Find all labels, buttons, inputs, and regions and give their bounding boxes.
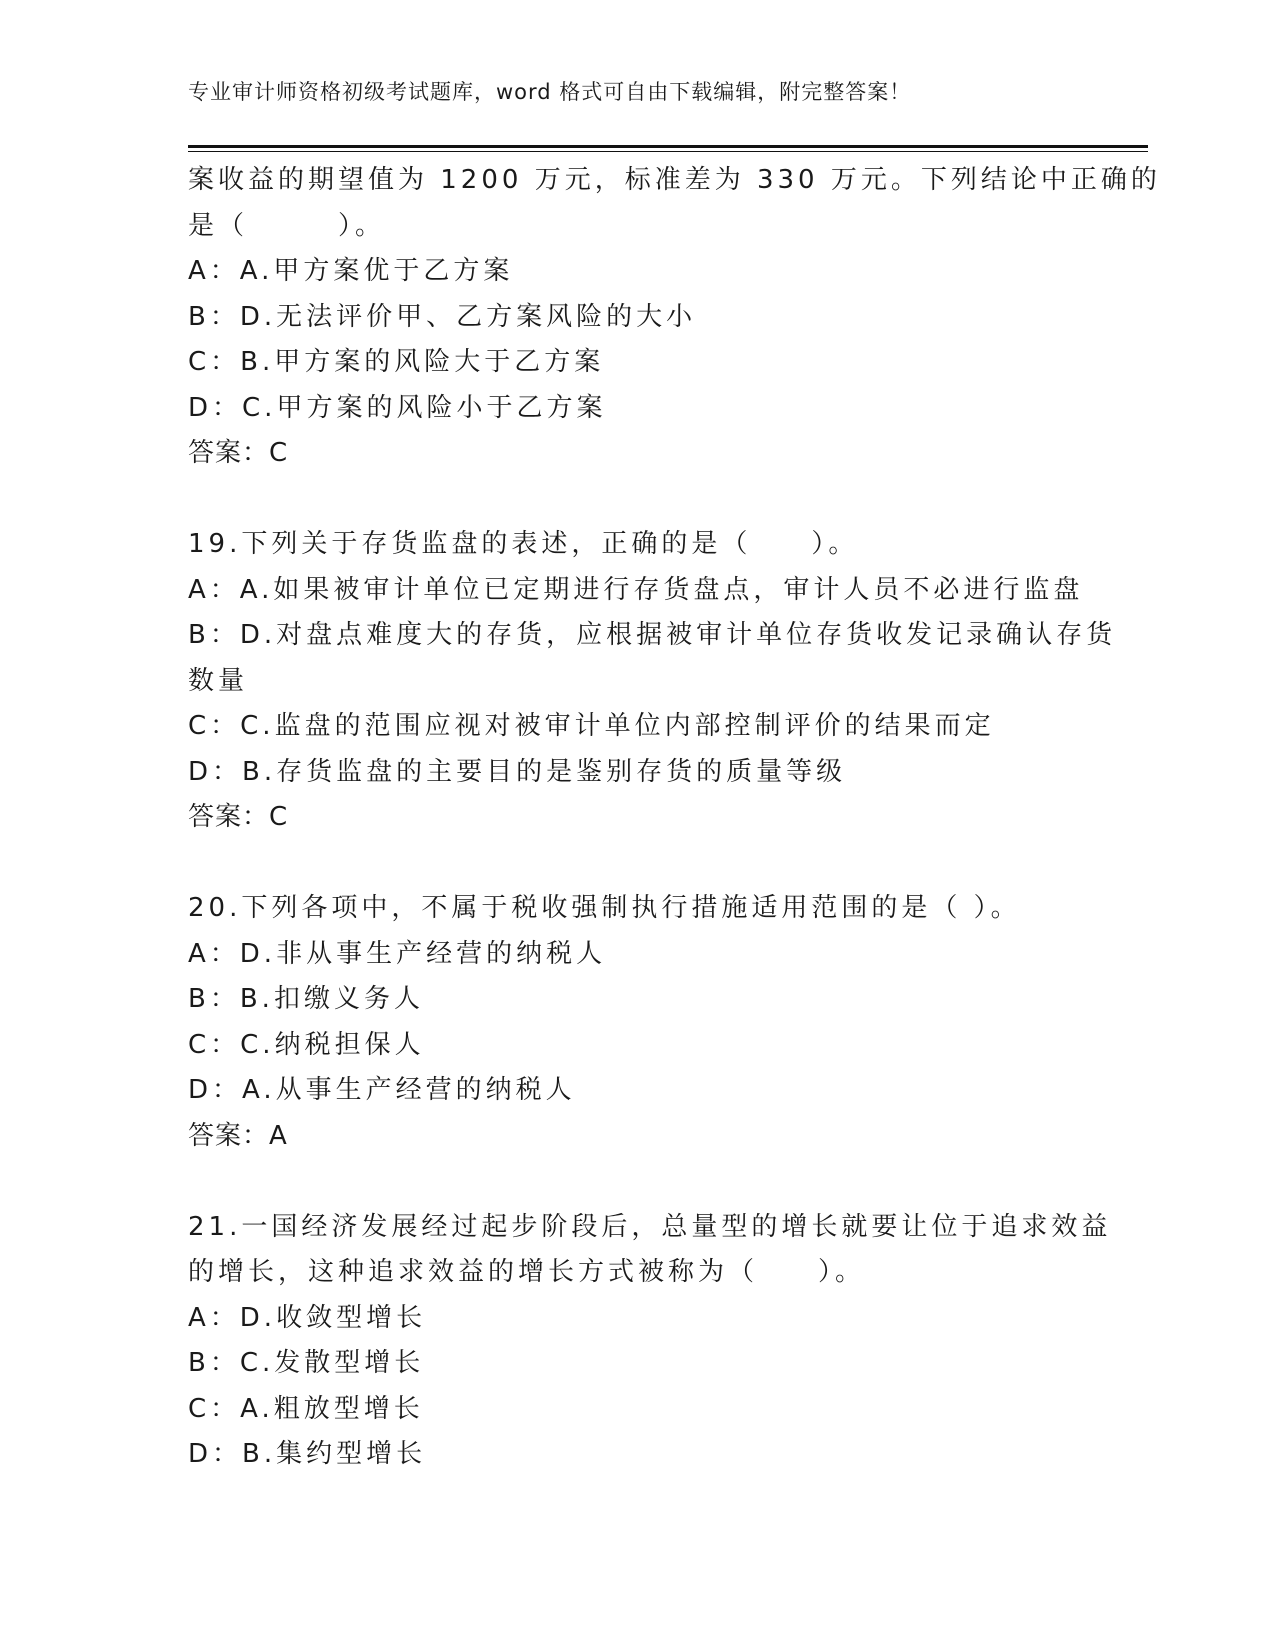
option-d: D：A.从事生产经营的纳税人 — [188, 1075, 576, 1105]
option-a: A：A.如果被审计单位已定期进行存货盘点，审计人员不必进行监盘 — [188, 574, 1084, 605]
question-stem-line: 案收益的期望值为 1200 万元，标准差为 330 万元。下列结论中正确的 — [188, 165, 1161, 195]
option-d: D：C.甲方案的风险小于乙方案 — [188, 392, 607, 423]
option-c: C：A.粗放型增长 — [188, 1393, 424, 1424]
option-c: C：C.纳税担保人 — [188, 1029, 425, 1060]
page-header: 专业审计师资格初级考试题库，word 格式可自由下载编辑，附完整答案！ — [188, 80, 912, 104]
question-stem-line: 21.一国经济发展经过起步阶段后，总量型的增长就要让位于追求效益 — [188, 1211, 1112, 1242]
option-b-continued: 数量 — [188, 665, 249, 696]
question-20 — [188, 886, 1088, 1159]
option-c: C：C.监盘的范围应视对被审计单位内部控制评价的结果而定 — [188, 711, 995, 741]
spacer — [188, 1159, 1088, 1205]
option-d: D：B.存货监盘的主要目的是鉴别存货的质量等级 — [188, 756, 847, 787]
option-d: D：B.集约型增长 — [188, 1439, 427, 1469]
answer-line: 答案：C — [188, 802, 289, 832]
option-b: B：B.扣缴义务人 — [188, 984, 424, 1014]
question-18 — [188, 158, 1161, 477]
option-c: C：B.甲方案的风险大于乙方案 — [188, 347, 605, 377]
question-list — [188, 158, 1161, 1478]
question-21 — [188, 1205, 1112, 1478]
question-stem-line: 19.下列关于存货监盘的表述，正确的是（ ）。 — [188, 529, 859, 559]
question-stem-line: 是（ ）。 — [188, 210, 386, 241]
option-a: A：D.收敛型增长 — [188, 1302, 427, 1333]
option-b: B：D.对盘点难度大的存货，应根据被审计单位存货收发记录确认存货 — [188, 620, 1117, 650]
spacer — [188, 841, 1088, 887]
option-b: B：C.发散型增长 — [188, 1348, 425, 1378]
header-rule-thick — [188, 145, 1148, 148]
option-a: A：D.非从事生产经营的纳税人 — [188, 938, 607, 969]
answer-line: 答案：C — [188, 438, 289, 468]
header-rule-thin — [188, 151, 1148, 152]
answer-line: 答案：A — [188, 1120, 288, 1151]
option-b: B：D.无法评价甲、乙方案风险的大小 — [188, 301, 697, 332]
question-19 — [188, 522, 1117, 841]
question-stem-line: 的增长，这种追求效益的增长方式被称为（ ）。 — [188, 1257, 866, 1287]
question-stem-line: 20.下列各项中，不属于税收强制执行措施适用范围的是（ ）。 — [188, 893, 1021, 923]
option-a: A：A.甲方案优于乙方案 — [188, 256, 514, 286]
spacer — [188, 477, 1088, 523]
